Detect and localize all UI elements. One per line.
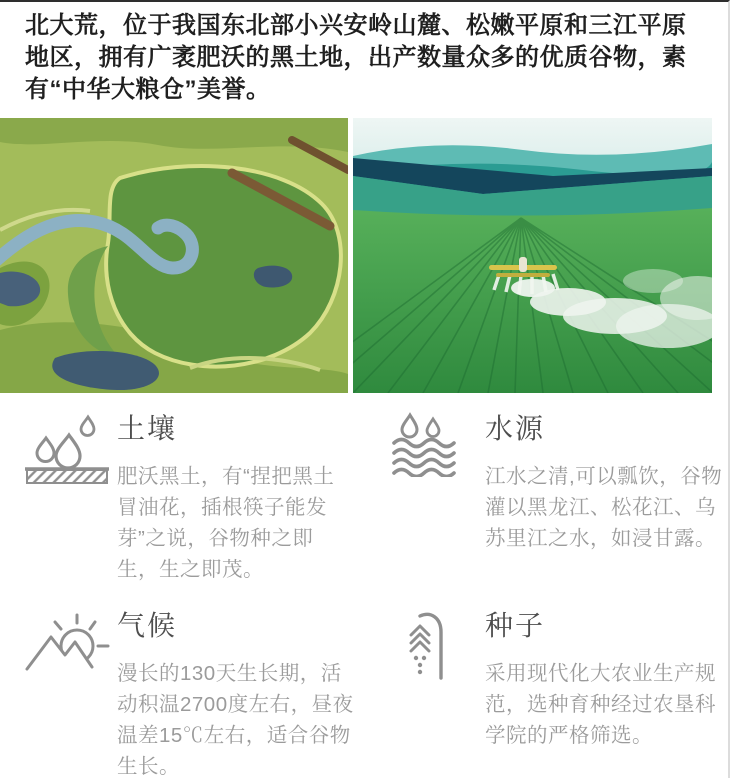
feature-title-water: 水源 xyxy=(485,413,546,444)
feature-body-soil: 肥沃黑土，有“捏把黑土冒油花，插根筷子能发芽”之说，谷物种之即生，生之即茂。 xyxy=(117,465,335,581)
soil-drops-icon xyxy=(23,407,111,489)
feature-title-soil: 土壤 xyxy=(117,413,178,444)
photo-row xyxy=(0,118,728,393)
feature-body-climate: 漫长的130天生长期，活动积温2700度左右，昼夜温差15℃左右，适合谷物生长。 xyxy=(117,662,354,778)
feature-title-climate: 气候 xyxy=(117,610,178,641)
feature-body-seed: 采用现代化大农业生产规范，选种育种经过农垦科学院的严格筛选。 xyxy=(485,662,716,747)
crop-duster-photo xyxy=(353,118,712,393)
feature-soil xyxy=(0,393,365,590)
feature-seed xyxy=(365,590,728,778)
wheat-seed-icon xyxy=(385,604,471,684)
feature-water xyxy=(365,393,728,590)
intro-text: 北大荒，位于我国东北部小兴安岭山麓、松嫩平原和三江平原地区，拥有广袤肥沃的黑土地，出产数量众多的优质谷物，素有“中华大粮仓”美誉。 xyxy=(25,12,687,103)
feature-climate xyxy=(0,590,365,778)
feature-grid xyxy=(0,393,728,778)
sun-mountain-icon xyxy=(23,604,111,672)
water-waves-icon xyxy=(385,407,471,477)
feature-body-water: 江水之清,可以瓢饮，谷物灌以黑龙江、松花江、乌苏里江之水，如浸甘露。 xyxy=(485,465,723,550)
feature-title-seed: 种子 xyxy=(485,610,546,641)
aerial-farmland-photo xyxy=(0,118,348,393)
